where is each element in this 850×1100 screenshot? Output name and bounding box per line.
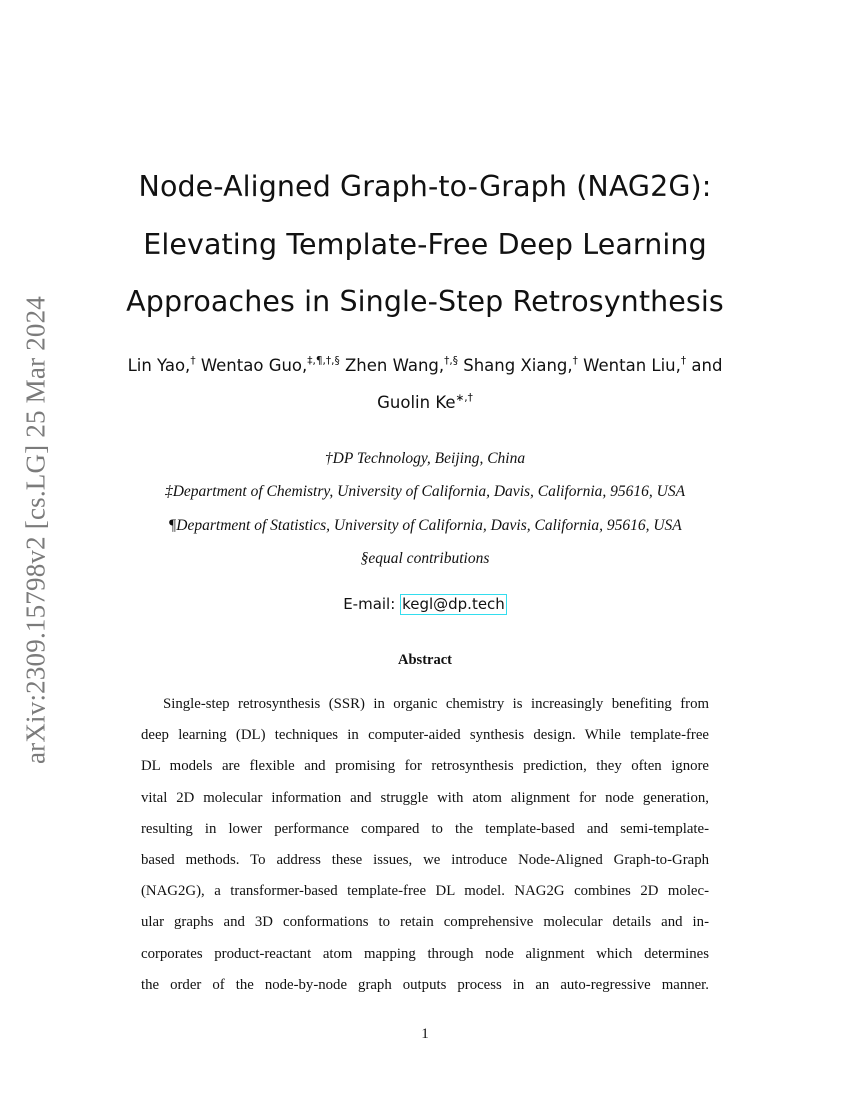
arxiv-identifier-stamp[interactable]: arXiv:2309.15798v2 [cs.LG] 25 Mar 2024 <box>20 295 51 765</box>
title-line: Elevating Template-Free Deep Learning <box>143 227 707 261</box>
author-affiliation-marks: † <box>680 354 687 367</box>
title-line: Approaches in Single-Step Retrosynthesis <box>126 285 724 318</box>
abstract-line: ular graphs and 3D conformations to retain comprehensive molecular details and in- <box>141 914 709 931</box>
abstract-line: Single-step retrosynthesis (SSR) in organic chemistry is increasingly benefiting from <box>163 696 709 712</box>
affiliation-list <box>0 442 850 575</box>
paper-title <box>0 158 850 331</box>
author-affiliation-marks: † <box>572 354 578 367</box>
abstract-line: based methods. To address these issues, we introduce Node-Aligned Graph-to-Graph <box>141 851 709 868</box>
affiliation: §equal contributions <box>360 549 490 567</box>
author-name: Zhen Wang, <box>344 356 445 375</box>
affiliation: †DP Technology, Beijing, China <box>324 450 526 467</box>
email-link[interactable]: kegl@dp.tech <box>402 595 505 613</box>
abstract-line: deep learning (DL) techniques in computer-aided synthesis design. While template-free <box>141 727 709 744</box>
author-line <box>0 347 850 384</box>
contact-email <box>0 593 850 615</box>
abstract-line: resulting in lower performance compared to the template-based and semi-template- <box>141 820 709 837</box>
abstract-heading: Abstract <box>398 652 452 668</box>
title-line: Node-Aligned Graph-to-Graph (NAG2G): <box>138 170 712 203</box>
email-label: E-mail: <box>343 595 396 613</box>
author-affiliation-marks: ‡,¶,†,§ <box>307 354 340 367</box>
abstract-line: the order of the node-by-node graph outputs process in an auto-regressive manner. <box>141 976 709 993</box>
page-number: 1 <box>421 1026 429 1042</box>
author-affiliation-marks: † <box>190 354 196 367</box>
abstract-body <box>141 689 709 1001</box>
author-name: Wentao Guo, <box>200 356 308 375</box>
affiliation: ‡Department of Chemistry, University of California, Davis, California, 95616, USA <box>164 483 686 501</box>
author-name: Guolin Ke <box>377 393 456 412</box>
author-conjunction: and <box>691 356 723 375</box>
author-list <box>0 347 850 421</box>
abstract-line: corporates product-reactant atom mapping through node alignment which determines <box>141 945 709 962</box>
author-line <box>0 384 850 421</box>
abstract-line: DL models are flexible and promising for retrosynthesis prediction, they often ignore <box>141 758 709 775</box>
author-name: Wentan Liu, <box>583 356 681 375</box>
abstract-line: (NAG2G), a transformer-based template-free DL model. NAG2G combines 2D molec- <box>141 883 709 900</box>
author-name: Lin Yao, <box>127 356 191 375</box>
abstract-line: vital 2D molecular information and struggle with atom alignment for node generation, <box>141 789 709 806</box>
affiliation: ¶Department of Statistics, University of California, Davis, California, 95616, USA <box>168 516 682 534</box>
author-name: Shang Xiang, <box>463 356 573 375</box>
author-affiliation-marks: †,§ <box>444 354 458 367</box>
author-affiliation-marks: ∗,† <box>455 391 473 404</box>
